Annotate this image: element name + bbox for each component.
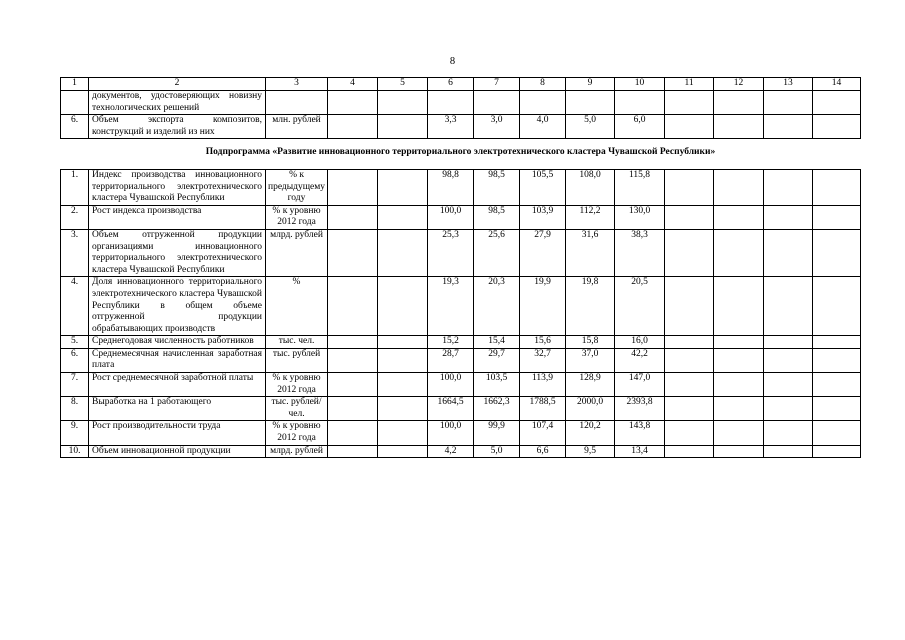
row-number: 10.: [61, 445, 89, 458]
row-number: 6.: [61, 348, 89, 372]
table-row: [61, 115, 861, 139]
value-cell: [378, 91, 428, 115]
column-number-cell: 7: [474, 78, 520, 91]
value-cell: [764, 373, 813, 397]
value-cell: 4,2: [428, 445, 474, 458]
value-cell: [665, 277, 714, 336]
value-cell: [665, 91, 714, 115]
value-cell: [714, 91, 764, 115]
value-cell: [328, 348, 378, 372]
value-cell: 31,6: [566, 229, 615, 276]
value-cell: 9,5: [566, 445, 615, 458]
value-cell: [665, 169, 714, 205]
value-cell: 25,3: [428, 229, 474, 276]
value-cell: [328, 277, 378, 336]
indicator-name: Объем экспорта композитов, конструкций и изделий из них: [89, 115, 266, 139]
column-number-cell: 4: [328, 78, 378, 91]
indicator-name: Рост производительности труда: [89, 421, 266, 445]
unit-cell: % к предыдущему году: [266, 169, 328, 205]
unit-cell: % к уровню 2012 года: [266, 421, 328, 445]
unit-cell: % к уровню 2012 года: [266, 373, 328, 397]
value-cell: [665, 421, 714, 445]
value-cell: [328, 373, 378, 397]
value-cell: [665, 336, 714, 349]
value-cell: [714, 205, 764, 229]
row-number: 7.: [61, 373, 89, 397]
value-cell: 143,8: [615, 421, 665, 445]
value-cell: [378, 336, 428, 349]
value-cell: [813, 205, 861, 229]
column-number-cell: 9: [566, 78, 615, 91]
value-cell: [813, 445, 861, 458]
value-cell: [328, 115, 378, 139]
value-cell: [813, 348, 861, 372]
value-cell: 28,7: [428, 348, 474, 372]
value-cell: [714, 229, 764, 276]
value-cell: [813, 115, 861, 139]
column-number-cell: 11: [665, 78, 714, 91]
value-cell: 6,6: [520, 445, 566, 458]
row-number: 2.: [61, 205, 89, 229]
value-cell: [764, 277, 813, 336]
value-cell: [714, 397, 764, 421]
value-cell: [714, 445, 764, 458]
value-cell: 16,0: [615, 336, 665, 349]
value-cell: 27,9: [520, 229, 566, 276]
indicator-name: Объем инновационной продукции: [89, 445, 266, 458]
table-row: [61, 277, 861, 336]
value-cell: 3,3: [428, 115, 474, 139]
value-cell: 113,9: [520, 373, 566, 397]
value-cell: 15,6: [520, 336, 566, 349]
value-cell: [665, 115, 714, 139]
section-title: Подпрограмма «Развитие инновационного территориального электротехнического кластера Чувашской Республики»: [205, 147, 716, 158]
value-cell: [328, 205, 378, 229]
indicator-name: Рост среднемесячной заработной платы: [89, 373, 266, 397]
value-cell: 15,8: [566, 336, 615, 349]
column-number-cell: 6: [428, 78, 474, 91]
value-cell: 19,8: [566, 277, 615, 336]
value-cell: [714, 115, 764, 139]
table-row: [61, 169, 861, 205]
value-cell: 42,2: [615, 348, 665, 372]
value-cell: 98,5: [474, 205, 520, 229]
value-cell: [474, 91, 520, 115]
value-cell: 1788,5: [520, 397, 566, 421]
column-number-cell: 2: [89, 78, 266, 91]
value-cell: [378, 205, 428, 229]
value-cell: [665, 397, 714, 421]
table-row: [61, 229, 861, 276]
value-cell: 98,5: [474, 169, 520, 205]
value-cell: 29,7: [474, 348, 520, 372]
indicator-name: Доля инновационного территориального электротехнического кластера Чувашской Республики в общем объеме отгруженной продукции обрабатывающих производств: [89, 277, 266, 336]
value-cell: [764, 348, 813, 372]
value-cell: [813, 169, 861, 205]
row-number: 1.: [61, 169, 89, 205]
value-cell: [378, 397, 428, 421]
value-cell: 25,6: [474, 229, 520, 276]
value-cell: [764, 421, 813, 445]
value-cell: 19,9: [520, 277, 566, 336]
column-number-cell: 3: [266, 78, 328, 91]
value-cell: [665, 373, 714, 397]
value-cell: 38,3: [615, 229, 665, 276]
value-cell: [714, 348, 764, 372]
value-cell: [714, 169, 764, 205]
value-cell: 103,9: [520, 205, 566, 229]
value-cell: [665, 205, 714, 229]
table-row: [61, 373, 861, 397]
value-cell: 13,4: [615, 445, 665, 458]
value-cell: 5,0: [474, 445, 520, 458]
value-cell: 1664,5: [428, 397, 474, 421]
value-cell: 2393,8: [615, 397, 665, 421]
indicator-name: Выработка на 1 работающего: [89, 397, 266, 421]
value-cell: 2000,0: [566, 397, 615, 421]
value-cell: [328, 397, 378, 421]
value-cell: [764, 445, 813, 458]
value-cell: [328, 336, 378, 349]
value-cell: [714, 277, 764, 336]
row-number: [61, 91, 89, 115]
column-number-cell: 13: [764, 78, 813, 91]
section-row: [61, 139, 861, 170]
value-cell: [764, 169, 813, 205]
value-cell: 107,4: [520, 421, 566, 445]
value-cell: [764, 336, 813, 349]
value-cell: [378, 277, 428, 336]
table-row: [61, 336, 861, 349]
column-number-cell: 5: [378, 78, 428, 91]
column-number-cell: 10: [615, 78, 665, 91]
value-cell: 128,9: [566, 373, 615, 397]
value-cell: [328, 229, 378, 276]
value-cell: 15,4: [474, 336, 520, 349]
value-cell: [328, 421, 378, 445]
value-cell: 112,2: [566, 205, 615, 229]
value-cell: 15,2: [428, 336, 474, 349]
value-cell: [813, 373, 861, 397]
table-row: [61, 91, 861, 115]
value-cell: 20,5: [615, 277, 665, 336]
value-cell: [520, 91, 566, 115]
row-number: 8.: [61, 397, 89, 421]
value-cell: 105,5: [520, 169, 566, 205]
value-cell: [813, 336, 861, 349]
column-number-cell: 14: [813, 78, 861, 91]
value-cell: 20,3: [474, 277, 520, 336]
unit-cell: млн. рублей: [266, 115, 328, 139]
value-cell: [665, 229, 714, 276]
value-cell: [813, 229, 861, 276]
row-number: 6.: [61, 115, 89, 139]
indicator-name: документов, удостоверяющих новизну технологических решений: [89, 91, 266, 115]
value-cell: [428, 91, 474, 115]
value-cell: [378, 421, 428, 445]
indicator-name: Объем отгруженной продукции организациями инновационного территориального электротехнического кластера Чувашской Республики: [89, 229, 266, 276]
unit-cell: млрд. рублей: [266, 445, 328, 458]
value-cell: [665, 445, 714, 458]
value-cell: 100,0: [428, 373, 474, 397]
value-cell: 115,8: [615, 169, 665, 205]
value-cell: [378, 348, 428, 372]
value-cell: [813, 421, 861, 445]
table-row: [61, 205, 861, 229]
value-cell: 37,0: [566, 348, 615, 372]
value-cell: [328, 169, 378, 205]
indicator-name: Рост индекса производства: [89, 205, 266, 229]
value-cell: [665, 348, 714, 372]
value-cell: [764, 397, 813, 421]
value-cell: [615, 91, 665, 115]
value-cell: 6,0: [615, 115, 665, 139]
value-cell: [378, 229, 428, 276]
unit-cell: %: [266, 277, 328, 336]
row-number: 3.: [61, 229, 89, 276]
table-row: [61, 445, 861, 458]
column-number-cell: 8: [520, 78, 566, 91]
unit-cell: % к уровню 2012 года: [266, 205, 328, 229]
value-cell: 1662,3: [474, 397, 520, 421]
value-cell: 19,3: [428, 277, 474, 336]
unit-cell: тыс. рублей: [266, 348, 328, 372]
value-cell: 147,0: [615, 373, 665, 397]
value-cell: [378, 373, 428, 397]
value-cell: [764, 115, 813, 139]
indicator-name: Индекс производства инновационного территориального электротехнического кластера Чувашской Республики: [89, 169, 266, 205]
column-number-cell: 12: [714, 78, 764, 91]
table-row: [61, 348, 861, 372]
value-cell: [714, 336, 764, 349]
value-cell: 99,9: [474, 421, 520, 445]
indicators-table: [60, 77, 861, 458]
column-number-cell: 1: [61, 78, 89, 91]
value-cell: [764, 91, 813, 115]
value-cell: 100,0: [428, 205, 474, 229]
value-cell: [378, 115, 428, 139]
value-cell: [813, 277, 861, 336]
value-cell: 4,0: [520, 115, 566, 139]
value-cell: 100,0: [428, 421, 474, 445]
value-cell: 98,8: [428, 169, 474, 205]
indicator-name: Среднемесячная начисленная заработная плата: [89, 348, 266, 372]
indicator-name: Среднегодовая численность работников: [89, 336, 266, 349]
value-cell: [813, 91, 861, 115]
value-cell: [328, 91, 378, 115]
section-cell: [61, 139, 861, 170]
value-cell: [378, 445, 428, 458]
value-cell: [714, 373, 764, 397]
row-number: 9.: [61, 421, 89, 445]
value-cell: 32,7: [520, 348, 566, 372]
column-number-row: [61, 78, 861, 91]
value-cell: [378, 169, 428, 205]
value-cell: [764, 205, 813, 229]
value-cell: 103,5: [474, 373, 520, 397]
value-cell: [764, 229, 813, 276]
value-cell: [714, 421, 764, 445]
unit-cell: [266, 91, 328, 115]
row-number: 4.: [61, 277, 89, 336]
table-row: [61, 421, 861, 445]
unit-cell: тыс. рублей/чел.: [266, 397, 328, 421]
value-cell: 3,0: [474, 115, 520, 139]
page-number: 8: [449, 56, 456, 67]
value-cell: [813, 397, 861, 421]
value-cell: 130,0: [615, 205, 665, 229]
row-number: 5.: [61, 336, 89, 349]
unit-cell: тыс. чел.: [266, 336, 328, 349]
value-cell: 108,0: [566, 169, 615, 205]
unit-cell: млрд. рублей: [266, 229, 328, 276]
value-cell: 120,2: [566, 421, 615, 445]
table-row: [61, 397, 861, 421]
value-cell: [566, 91, 615, 115]
value-cell: 5,0: [566, 115, 615, 139]
value-cell: [328, 445, 378, 458]
